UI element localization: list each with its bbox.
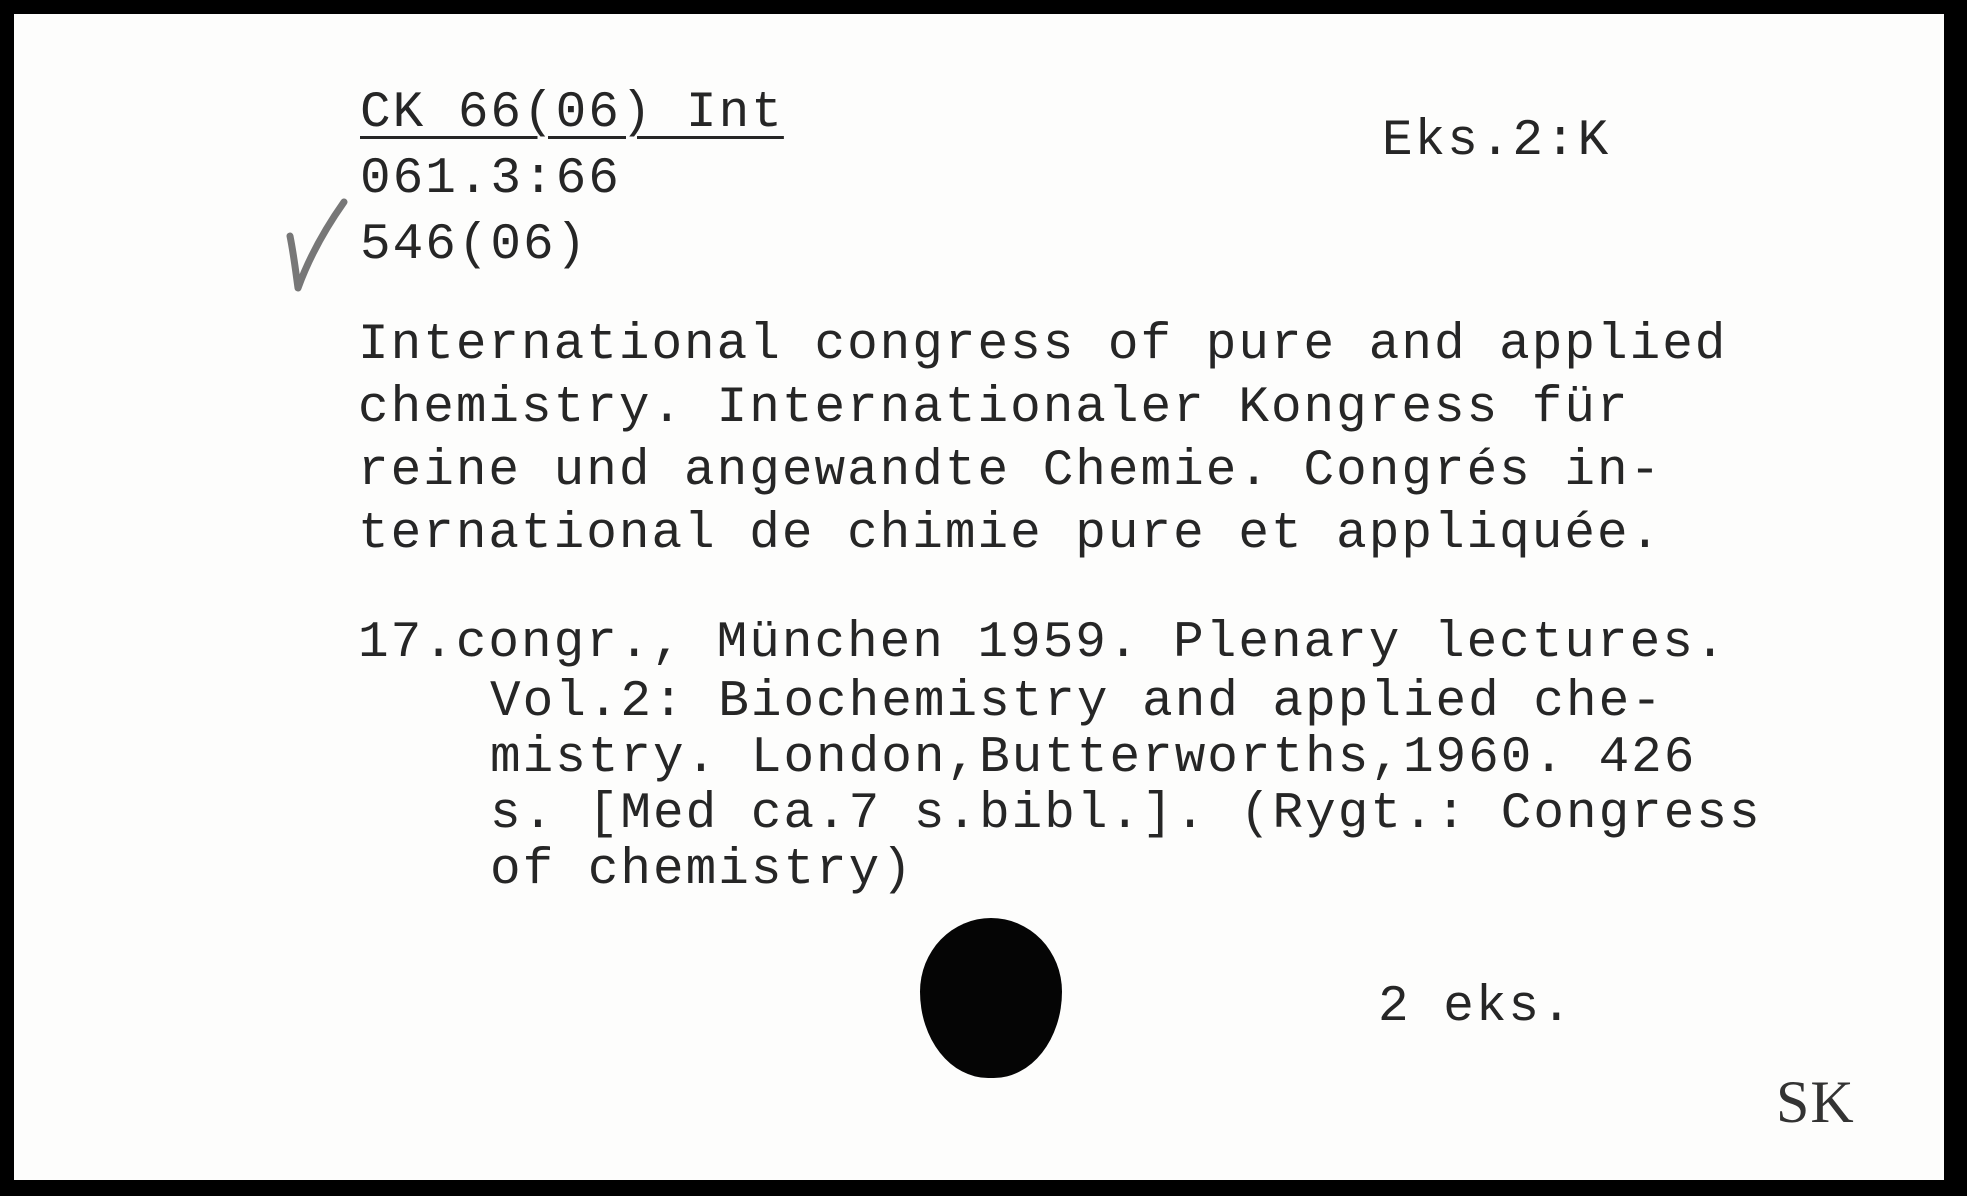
check-mark-icon — [282, 196, 352, 296]
heading-line: reine und angewandte Chemie. Congrés in- — [358, 443, 1663, 500]
holdings-count: 2 eks. — [1378, 979, 1574, 1036]
heading-block — [358, 314, 1727, 566]
catalog-card — [14, 14, 1944, 1180]
description-line: of chemistry) — [490, 842, 914, 899]
copy-mark: Eks.2:K — [1382, 113, 1611, 170]
heading-line: chemistry. Internationaler Kongress für — [358, 380, 1630, 437]
heading-line: ternational de chimie pure et appliquée. — [358, 506, 1663, 563]
description-line: Vol.2: Biochemistry and applied che- — [490, 674, 1664, 731]
heading-line: International congress of pure and applied — [358, 317, 1728, 374]
description-block — [358, 612, 1762, 899]
description-line: mistry. London,Butterworths,1960. 426 — [490, 730, 1697, 787]
udc-classification-1: 061.3:66 — [360, 151, 621, 208]
description-line: s. [Med ca.7 s.bibl.]. (Rygt.: Congress — [490, 786, 1762, 843]
call-number: CK 66(06) Int — [360, 85, 784, 142]
description-line: 17.congr., München 1959. Plenary lectures. — [358, 615, 1728, 672]
library-stamp: SK — [1776, 1069, 1855, 1135]
punch-hole — [920, 918, 1062, 1078]
udc-classification-2: 546(06) — [360, 217, 589, 274]
